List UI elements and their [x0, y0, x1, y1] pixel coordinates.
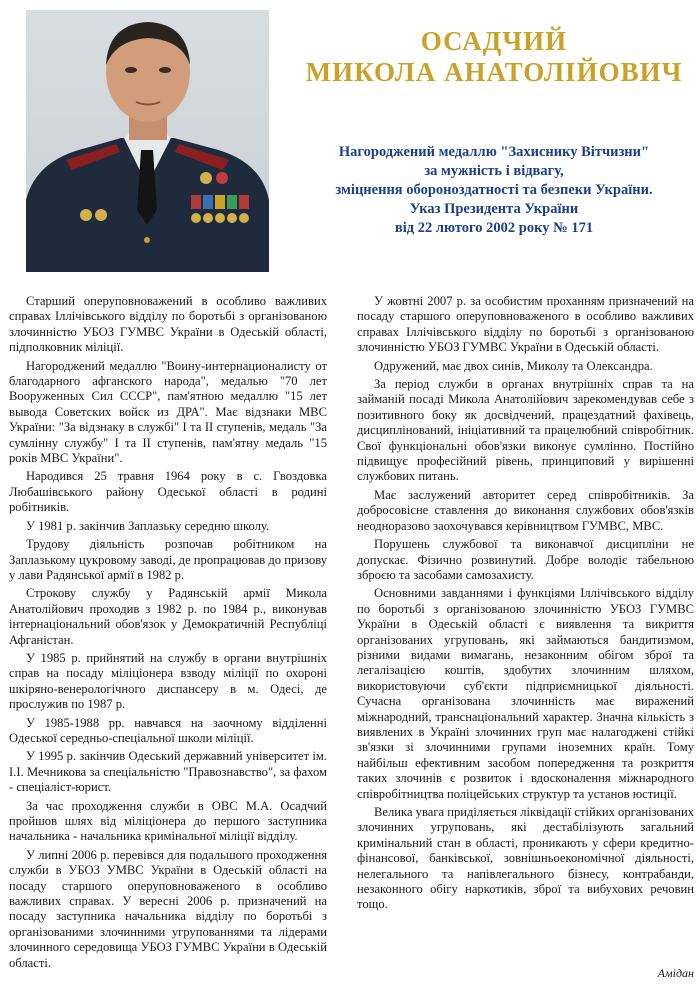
- paragraph: Старший оперуповноважений в особливо важливих справах Іллічівського відділу по боротьбі з організованою злочинністю УБОЗ ГУМВС України в Одеській області, підполковник міліції.: [9, 294, 327, 355]
- paragraph: У жовтні 2007 р. за особистим проханням призначений на посаду старшого оперуповноваженого в особливо важливих справах Іллічівського відділу по боротьбі з організованою злочинністю УБОЗ ГУМВС України в Одеській області.: [357, 294, 694, 355]
- given-names: МИКОЛА АНАТОЛІЙОВИЧ: [305, 57, 683, 87]
- portrait-illustration: [26, 10, 269, 272]
- paragraph: Строкову службу у Радянській армії Микола Анатолійович проходив з 1982 р. по 1984 р., виконував інтернаціональний обов'язок у Демократичній Республіці Афганістан.: [9, 586, 327, 647]
- paragraph: У 1985 р. прийнятий на службу в органи внутрішніх справ на посаду міліціонера взводу міліції по охороні шкіряно-венерологічного диспансеру в м. Одесі, де прослужив по 1987 р.: [9, 650, 327, 712]
- paragraph: У 1995 р. закінчив Одеський державний університет ім. І.І. Мечникова за спеціальністю "Правознавство", за фахом - спеціаліст-юрист.: [9, 749, 327, 795]
- paragraph: У 1985-1988 рр. навчався на заочному відділенні Одеської середньо-спеціальної школи міліції.: [9, 715, 327, 745]
- paragraph: У липні 2006 р. перевівся для подальшого проходження служби в УБОЗ УМВС України в Одеській області на посаду старшого оперуповноваженого в особливо важливих справах. У вересні 2006 р. призначений на посаду заступника начальника відділу по боротьбі з організованими злочинними угрупованнями та лідерами злочинного середовища УБОЗ ГУМВС України в Одеській області.: [9, 847, 327, 970]
- paragraph: У 1981 р. закінчив Заплазьку середню школу.: [26, 518, 270, 533]
- award-line: від 22 лютого 2002 року № 171: [394, 220, 594, 236]
- paragraph: Має заслужений авторитет серед співробітників. За добросовісне ставлення до виконання службових обов'язків неодноразово заохочувався керівництвом ГУМВС, МВС.: [357, 487, 694, 533]
- paragraph: Велика увага приділяється ліквідації стійких організованих злочинних угруповань, які дестабілізують загальний кримінальний стан в області, проникають у сфери кредитно-фінансової, банківської, зовнішньоекономічної діяльності, нелегального та напівлегального бізнесу, контрабанди, незаконного обігу наркотиків, зброї та вибухових речовин тощо.: [357, 805, 694, 912]
- paragraph: За час проходження служби в ОВС М.А. Осадчий пройшов шлях від міліціонера до першого заступника начальника - начальника кримінальної міліції відділу.: [9, 798, 327, 844]
- award-line: Нагороджений медаллю "Захиснику Вітчизни": [338, 144, 650, 160]
- paragraph: За період служби в органах внутрішніх справ та на займаній посаді Микола Анатолійович зарекомендував себе з позитивного боку як досвідчений, працездатний фахівець, дисциплінований, ініціативний та працелюбний співробітник. Свої функціональні обов'язки виконує сумлінно. Постійно підвищує професійний рівень, принциповий у вирішенні службових питань.: [357, 377, 694, 484]
- right-column: [357, 294, 694, 916]
- award-line: Указ Президента України: [409, 201, 579, 217]
- award-block: [318, 143, 670, 238]
- paragraph: Нагороджений медаллю "Воину-интернационалисту от благодарного афганского народа", медалью "70 лет Вооруженных Сил СССР", пам'ятною медаллю "15 лет вывода Советских войск из ДРА". Має відзнаки МВС України: "За відзнаку в службі" І та ІІ ступенів, медаль "За сумлінну службу" І та ІІ ступенів, пам'ятну медаль "15 років МВС України".: [9, 358, 327, 466]
- paragraph: Народився 25 травня 1964 року в с. Гвоздовка Любашівського району Одеської області в родині робітників.: [9, 469, 327, 515]
- paragraph: Одружений, має двох синів, Миколу та Олександра.: [374, 358, 653, 373]
- paragraph: Основними завданнями і функціями Іллічівського відділу по боротьбі з організованою злочинністю УБОЗ ГУМВС України в Одеській області є виявлення та викриття організованих угруповань, які займаються бандитизмом, різними видами вимагань, незаконним обігом зброї та легалізацією коштів, здобутих злочинним шляхом, використовуючи суб'єкти підприємницької діяльності. Сучасна організована злочинність має виражений міжнародний, транснаціональний характер. Значна кількість з виявлених в Україні злочинних груп має налагоджені стійкі зв'язки зі злочинними групами іноземних країн. Тому найбільш ефективним засобом попередження та розкриття таких злочинів є розвиток і вдосконалення міжнародного співробітництва поліцейських структур та установ юстиції.: [357, 586, 694, 801]
- award-line: зміцнення обороноздатності та безпеки України.: [335, 182, 653, 198]
- surname: ОСАДЧИЙ: [420, 26, 568, 56]
- left-column: [9, 294, 327, 974]
- portrait-photo: [26, 10, 269, 272]
- award-line: за мужність і відвагу,: [424, 163, 564, 179]
- person-name: [295, 26, 693, 88]
- paragraph: Порушень службової та виконавчої дисципліни не допускає. Фізично розвинутий. Добре володіє табельною зброєю та засобами самозахисту.: [357, 537, 694, 582]
- author-signature: Амідан: [657, 966, 694, 980]
- paragraph: Трудову діяльність розпочав робітником на Заплазькому цукровому заводі, де пропрацював до призову у лави Радянської армії в 1982 р.: [9, 537, 328, 582]
